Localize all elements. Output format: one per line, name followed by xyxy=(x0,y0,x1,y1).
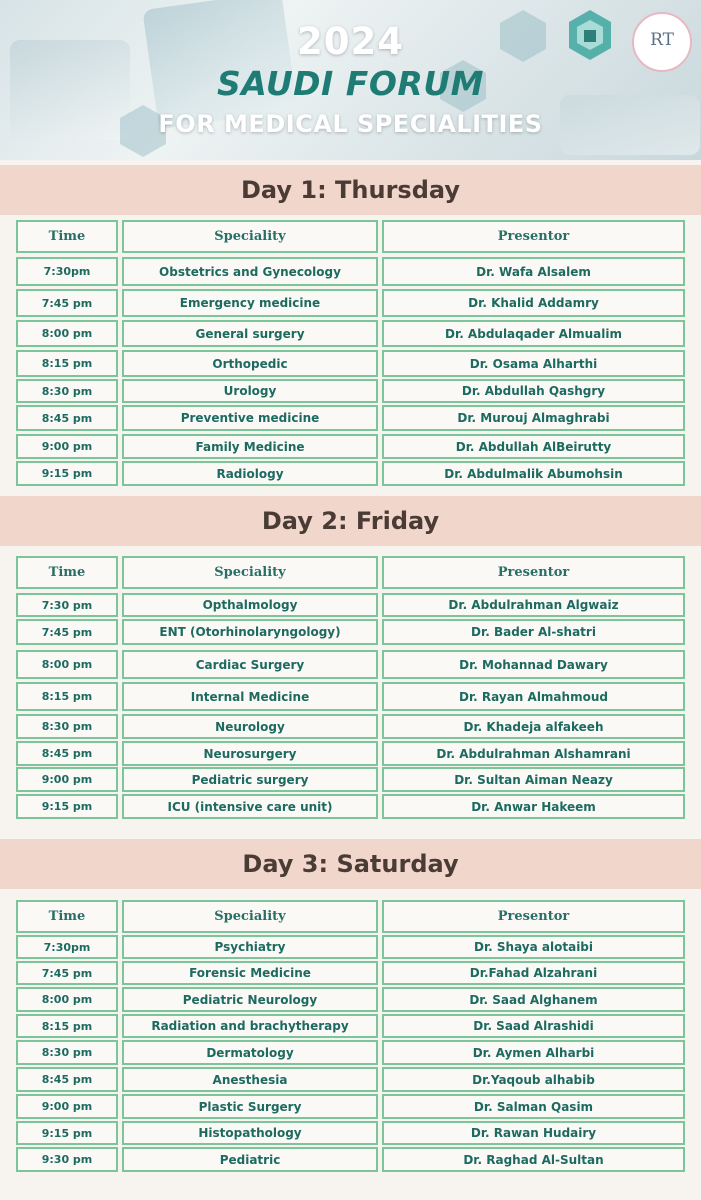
table-cell-speciality: Obstetrics and Gynecology xyxy=(122,257,378,286)
table-cell-time: 8:30 pm xyxy=(16,1040,118,1065)
table-cell-time: 8:45 pm xyxy=(16,1067,118,1092)
review-meet-logo-text: RT xyxy=(650,30,674,50)
table-cell-presentor: Dr. Abdullah Qashgry xyxy=(382,379,685,403)
forum-logo-icon xyxy=(565,8,615,66)
table-cell-presentor: Dr. Raghad Al-Sultan xyxy=(382,1147,685,1172)
day-header-band xyxy=(0,839,701,889)
table-cell-speciality: ICU (intensive care unit) xyxy=(122,794,378,819)
table-cell-presentor: Dr. Sultan Aiman Neazy xyxy=(382,767,685,792)
table-cell-time: 7:30 pm xyxy=(16,593,118,617)
table-cell-speciality: Cardiac Surgery xyxy=(122,650,378,679)
table-cell-speciality: Emergency medicine xyxy=(122,289,378,317)
table-cell-time: 7:45 pm xyxy=(16,289,118,317)
table-cell-time: 8:15 pm xyxy=(16,1014,118,1038)
table-cell-speciality: Opthalmology xyxy=(122,593,378,617)
table-cell-speciality: Radiation and brachytherapy xyxy=(122,1014,378,1038)
table-cell-speciality: Pediatric xyxy=(122,1147,378,1172)
table-cell-time: 9:30 pm xyxy=(16,1147,118,1172)
column-header-time: Time xyxy=(16,220,118,253)
column-header-presentor: Presentor xyxy=(382,220,685,253)
table-cell-presentor: Dr. Shaya alotaibi xyxy=(382,935,685,959)
table-cell-speciality: Psychiatry xyxy=(122,935,378,959)
table-cell-presentor: Dr. Rawan Hudairy xyxy=(382,1121,685,1145)
table-cell-presentor: Dr. Bader Al-shatri xyxy=(382,619,685,645)
table-cell-time: 8:00 pm xyxy=(16,320,118,347)
table-cell-speciality: Anesthesia xyxy=(122,1067,378,1092)
table-cell-speciality: Urology xyxy=(122,379,378,403)
header-banner xyxy=(0,0,701,160)
table-cell-presentor: Dr.Yaqoub alhabib xyxy=(382,1067,685,1092)
table-cell-presentor: Dr. Abdulaqader Almualim xyxy=(382,320,685,347)
table-cell-time: 7:45 pm xyxy=(16,619,118,645)
table-cell-speciality: Pediatric Neurology xyxy=(122,987,378,1012)
day-title: Day 1: Thursday xyxy=(241,176,460,204)
table-cell-time: 8:45 pm xyxy=(16,405,118,431)
table-cell-time: 7:30pm xyxy=(16,257,118,286)
column-header-presentor: Presentor xyxy=(382,556,685,589)
table-cell-time: 8:30 pm xyxy=(16,714,118,739)
table-cell-time: 7:45 pm xyxy=(16,961,118,985)
table-cell-presentor: Dr. Khalid Addamry xyxy=(382,289,685,317)
review-meet-logo xyxy=(632,12,692,72)
poster-subtitle: FOR MEDICAL SPECIALITIES xyxy=(158,110,543,138)
table-cell-time: 8:30 pm xyxy=(16,379,118,403)
column-header-time: Time xyxy=(16,556,118,589)
table-cell-speciality: Forensic Medicine xyxy=(122,961,378,985)
column-header-speciality: Speciality xyxy=(122,220,378,253)
table-cell-time: 8:15 pm xyxy=(16,682,118,711)
table-cell-presentor: Dr. Khadeja alfakeeh xyxy=(382,714,685,739)
day-title: Day 2: Friday xyxy=(261,507,440,535)
table-cell-presentor: Dr. Murouj Almaghrabi xyxy=(382,405,685,431)
table-cell-speciality: Neurology xyxy=(122,714,378,739)
column-header-time: Time xyxy=(16,900,118,933)
table-cell-time: 8:00 pm xyxy=(16,987,118,1012)
poster-title: SAUDI FORUM xyxy=(217,64,484,103)
table-cell-presentor: Dr. Abdulrahman Algwaiz xyxy=(382,593,685,617)
column-header-speciality: Speciality xyxy=(122,556,378,589)
table-cell-presentor: Dr. Wafa Alsalem xyxy=(382,257,685,286)
table-cell-speciality: Preventive medicine xyxy=(122,405,378,431)
table-cell-presentor: Dr. Abdulmalik Abumohsin xyxy=(382,461,685,486)
column-header-speciality: Speciality xyxy=(122,900,378,933)
table-cell-speciality: General surgery xyxy=(122,320,378,347)
table-cell-presentor: Dr. Aymen Alharbi xyxy=(382,1040,685,1065)
table-cell-speciality: Radiology xyxy=(122,461,378,486)
table-cell-time: 9:15 pm xyxy=(16,1121,118,1145)
table-cell-time: 7:30pm xyxy=(16,935,118,959)
table-cell-speciality: Neurosurgery xyxy=(122,741,378,766)
table-cell-speciality: Orthopedic xyxy=(122,350,378,377)
table-cell-time: 9:00 pm xyxy=(16,1094,118,1119)
table-cell-presentor: Dr. Saad Alrashidi xyxy=(382,1014,685,1038)
column-header-presentor: Presentor xyxy=(382,900,685,933)
table-cell-time: 8:15 pm xyxy=(16,350,118,377)
table-cell-presentor: Dr. Salman Qasim xyxy=(382,1094,685,1119)
table-cell-time: 8:00 pm xyxy=(16,650,118,679)
day-header-band xyxy=(0,496,701,546)
table-cell-presentor: Dr. Mohannad Dawary xyxy=(382,650,685,679)
table-cell-presentor: Dr. Abdulrahman Alshamrani xyxy=(382,741,685,766)
table-cell-speciality: Internal Medicine xyxy=(122,682,378,711)
table-cell-time: 9:00 pm xyxy=(16,434,118,459)
table-cell-presentor: Dr. Anwar Hakeem xyxy=(382,794,685,819)
table-cell-speciality: Dermatology xyxy=(122,1040,378,1065)
table-cell-presentor: Dr. Osama Alharthi xyxy=(382,350,685,377)
table-cell-time: 9:15 pm xyxy=(16,794,118,819)
table-cell-speciality: Family Medicine xyxy=(122,434,378,459)
table-cell-time: 8:45 pm xyxy=(16,741,118,766)
table-cell-speciality: Plastic Surgery xyxy=(122,1094,378,1119)
table-cell-speciality: Histopathology xyxy=(122,1121,378,1145)
table-cell-time: 9:00 pm xyxy=(16,767,118,792)
table-cell-presentor: Dr.Fahad Alzahrani xyxy=(382,961,685,985)
table-cell-speciality: Pediatric surgery xyxy=(122,767,378,792)
poster-year: 2024 xyxy=(297,20,404,63)
table-cell-presentor: Dr. Saad Alghanem xyxy=(382,987,685,1012)
table-cell-speciality: ENT (Otorhinolaryngology) xyxy=(122,619,378,645)
day-header-band xyxy=(0,165,701,215)
table-cell-time: 9:15 pm xyxy=(16,461,118,486)
table-cell-presentor: Dr. Rayan Almahmoud xyxy=(382,682,685,711)
table-cell-presentor: Dr. Abdullah AlBeirutty xyxy=(382,434,685,459)
day-title: Day 3: Saturday xyxy=(242,850,459,878)
